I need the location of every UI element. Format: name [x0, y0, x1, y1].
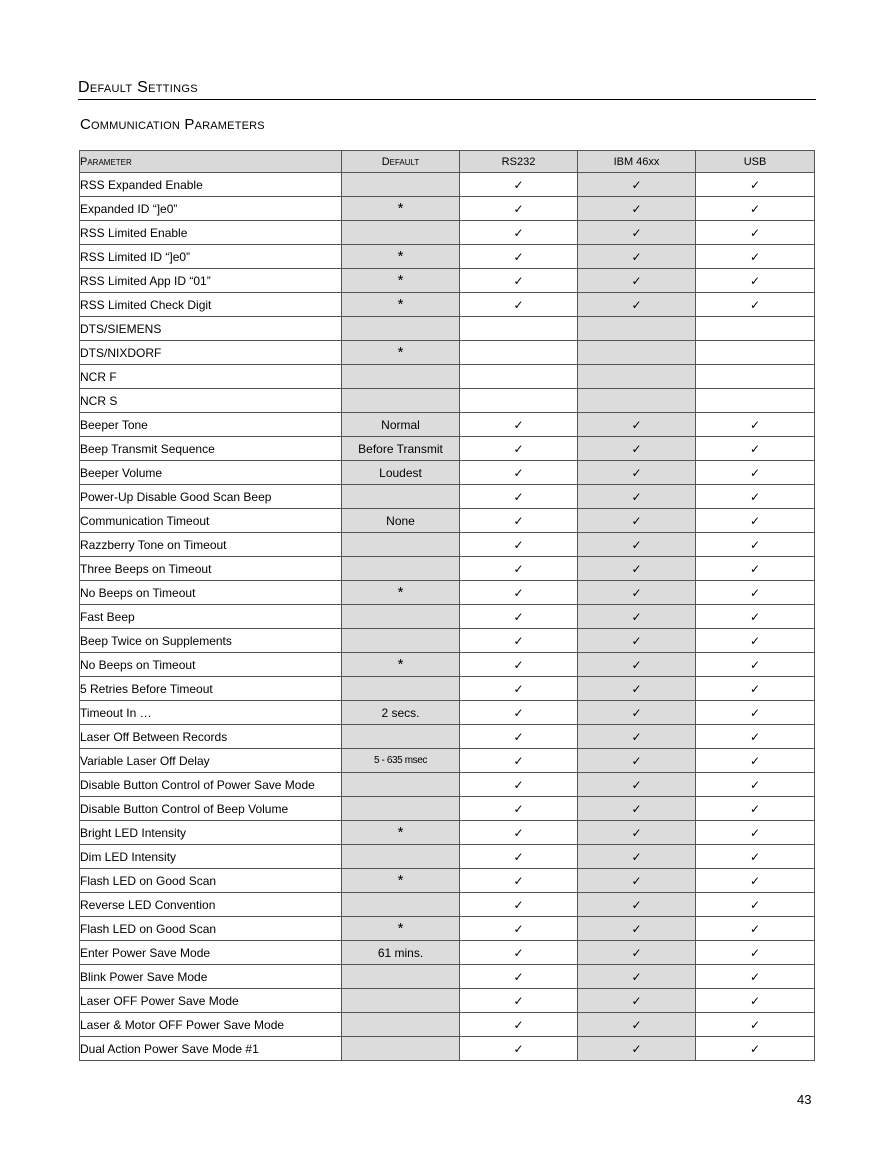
parameter-cell: Laser Off Between Records: [80, 725, 342, 749]
rs232-check-cell: ✓: [460, 509, 578, 533]
ibm46xx-check-cell: ✓: [578, 917, 696, 941]
parameter-cell: Expanded ID “]e0”: [80, 197, 342, 221]
subsection-title: Communication Parameters: [80, 116, 265, 133]
parameter-cell: RSS Limited App ID “01”: [80, 269, 342, 293]
usb-check-cell: [696, 341, 815, 365]
usb-check-cell: ✓: [696, 509, 815, 533]
usb-check-cell: ✓: [696, 629, 815, 653]
usb-check-cell: ✓: [696, 245, 815, 269]
ibm46xx-check-cell: ✓: [578, 245, 696, 269]
table-row: [80, 245, 815, 269]
rs232-check-cell: [460, 389, 578, 413]
default-value-cell: Normal: [342, 413, 460, 437]
ibm46xx-check-cell: ✓: [578, 773, 696, 797]
default-value-cell: *: [342, 869, 460, 893]
ibm46xx-check-cell: ✓: [578, 581, 696, 605]
ibm46xx-check-cell: ✓: [578, 437, 696, 461]
table-row: [80, 365, 815, 389]
table-row: [80, 269, 815, 293]
default-value-cell: Before Transmit: [342, 437, 460, 461]
parameter-cell: RSS Limited ID “]e0”: [80, 245, 342, 269]
rs232-check-cell: ✓: [460, 533, 578, 557]
ibm46xx-check-cell: ✓: [578, 989, 696, 1013]
usb-check-cell: ✓: [696, 701, 815, 725]
table-row: [80, 293, 815, 317]
default-value-cell: [342, 773, 460, 797]
ibm46xx-check-cell: ✓: [578, 893, 696, 917]
table-row: [80, 605, 815, 629]
default-value-cell: [342, 557, 460, 581]
default-value-cell: [342, 605, 460, 629]
rs232-check-cell: ✓: [460, 701, 578, 725]
ibm46xx-check-cell: ✓: [578, 845, 696, 869]
ibm46xx-check-cell: ✓: [578, 653, 696, 677]
ibm46xx-check-cell: ✓: [578, 821, 696, 845]
usb-check-cell: ✓: [696, 941, 815, 965]
rs232-check-cell: ✓: [460, 557, 578, 581]
rs232-check-cell: ✓: [460, 893, 578, 917]
table-row: [80, 629, 815, 653]
ibm46xx-check-cell: ✓: [578, 269, 696, 293]
table-row: [80, 341, 815, 365]
header-default: Default: [342, 151, 460, 173]
parameter-cell: Communication Timeout: [80, 509, 342, 533]
usb-check-cell: [696, 317, 815, 341]
table-row: [80, 509, 815, 533]
usb-check-cell: ✓: [696, 461, 815, 485]
usb-check-cell: ✓: [696, 653, 815, 677]
header-parameter: Parameter: [80, 151, 342, 173]
communication-parameters-table: [79, 150, 815, 1061]
table-row: [80, 893, 815, 917]
parameter-cell: Three Beeps on Timeout: [80, 557, 342, 581]
ibm46xx-check-cell: ✓: [578, 1037, 696, 1061]
default-value-cell: *: [342, 269, 460, 293]
table-row: [80, 533, 815, 557]
rs232-check-cell: ✓: [460, 845, 578, 869]
ibm46xx-check-cell: ✓: [578, 629, 696, 653]
table-row: [80, 1013, 815, 1037]
header-ibm46xx: IBM 46xx: [578, 151, 696, 173]
default-value-cell: [342, 173, 460, 197]
ibm46xx-check-cell: ✓: [578, 677, 696, 701]
rs232-check-cell: ✓: [460, 629, 578, 653]
parameter-cell: DTS/SIEMENS: [80, 317, 342, 341]
rs232-check-cell: ✓: [460, 1013, 578, 1037]
table-row: [80, 845, 815, 869]
rs232-check-cell: ✓: [460, 581, 578, 605]
section-title: Default Settings: [78, 79, 816, 100]
parameter-cell: NCR S: [80, 389, 342, 413]
header-usb: USB: [696, 151, 815, 173]
ibm46xx-check-cell: ✓: [578, 725, 696, 749]
ibm46xx-check-cell: ✓: [578, 197, 696, 221]
parameter-cell: RSS Expanded Enable: [80, 173, 342, 197]
default-value-cell: [342, 965, 460, 989]
table-row: [80, 797, 815, 821]
rs232-check-cell: ✓: [460, 173, 578, 197]
table-row: [80, 701, 815, 725]
ibm46xx-check-cell: [578, 389, 696, 413]
parameter-cell: Flash LED on Good Scan: [80, 917, 342, 941]
parameter-cell: Laser OFF Power Save Mode: [80, 989, 342, 1013]
usb-check-cell: ✓: [696, 725, 815, 749]
parameter-cell: Enter Power Save Mode: [80, 941, 342, 965]
table-row: [80, 557, 815, 581]
default-value-cell: [342, 221, 460, 245]
table-row: [80, 749, 815, 773]
rs232-check-cell: ✓: [460, 653, 578, 677]
usb-check-cell: ✓: [696, 173, 815, 197]
ibm46xx-check-cell: [578, 341, 696, 365]
parameter-cell: Dim LED Intensity: [80, 845, 342, 869]
rs232-check-cell: ✓: [460, 773, 578, 797]
ibm46xx-check-cell: ✓: [578, 965, 696, 989]
table-row: [80, 197, 815, 221]
table-header-row: [80, 151, 815, 173]
rs232-check-cell: [460, 341, 578, 365]
table-row: [80, 581, 815, 605]
usb-check-cell: ✓: [696, 1037, 815, 1061]
usb-check-cell: ✓: [696, 749, 815, 773]
default-value-cell: [342, 989, 460, 1013]
usb-check-cell: ✓: [696, 533, 815, 557]
parameter-cell: 5 Retries Before Timeout: [80, 677, 342, 701]
usb-check-cell: ✓: [696, 557, 815, 581]
parameter-cell: Variable Laser Off Delay: [80, 749, 342, 773]
parameter-cell: Bright LED Intensity: [80, 821, 342, 845]
default-value-cell: *: [342, 653, 460, 677]
rs232-check-cell: ✓: [460, 269, 578, 293]
default-value-cell: *: [342, 197, 460, 221]
ibm46xx-check-cell: ✓: [578, 869, 696, 893]
rs232-check-cell: ✓: [460, 197, 578, 221]
parameter-cell: No Beeps on Timeout: [80, 581, 342, 605]
usb-check-cell: ✓: [696, 1013, 815, 1037]
table-row: [80, 941, 815, 965]
usb-check-cell: [696, 365, 815, 389]
ibm46xx-check-cell: [578, 317, 696, 341]
table-row: [80, 317, 815, 341]
ibm46xx-check-cell: ✓: [578, 221, 696, 245]
rs232-check-cell: ✓: [460, 869, 578, 893]
usb-check-cell: [696, 389, 815, 413]
rs232-check-cell: ✓: [460, 821, 578, 845]
parameter-cell: Dual Action Power Save Mode #1: [80, 1037, 342, 1061]
rs232-check-cell: ✓: [460, 725, 578, 749]
default-value-cell: *: [342, 821, 460, 845]
ibm46xx-check-cell: ✓: [578, 701, 696, 725]
parameter-cell: Disable Button Control of Power Save Mode: [80, 773, 342, 797]
default-value-cell: [342, 389, 460, 413]
table-row: [80, 989, 815, 1013]
usb-check-cell: ✓: [696, 965, 815, 989]
table-row: [80, 917, 815, 941]
usb-check-cell: ✓: [696, 773, 815, 797]
header-rs232: RS232: [460, 151, 578, 173]
default-value-cell: 2 secs.: [342, 701, 460, 725]
usb-check-cell: ✓: [696, 677, 815, 701]
parameter-cell: RSS Limited Check Digit: [80, 293, 342, 317]
parameter-cell: NCR F: [80, 365, 342, 389]
parameter-cell: Beeper Volume: [80, 461, 342, 485]
usb-check-cell: ✓: [696, 221, 815, 245]
default-value-cell: [342, 893, 460, 917]
default-value-cell: [342, 1013, 460, 1037]
default-value-cell: [342, 365, 460, 389]
parameter-cell: Blink Power Save Mode: [80, 965, 342, 989]
default-value-cell: 5 - 635 msec: [342, 749, 460, 773]
ibm46xx-check-cell: ✓: [578, 1013, 696, 1037]
usb-check-cell: ✓: [696, 917, 815, 941]
parameter-cell: Razzberry Tone on Timeout: [80, 533, 342, 557]
ibm46xx-check-cell: ✓: [578, 461, 696, 485]
table-row: [80, 821, 815, 845]
usb-check-cell: ✓: [696, 269, 815, 293]
rs232-check-cell: [460, 365, 578, 389]
table-row: [80, 413, 815, 437]
rs232-check-cell: ✓: [460, 677, 578, 701]
table-row: [80, 173, 815, 197]
ibm46xx-check-cell: ✓: [578, 797, 696, 821]
parameter-cell: Timeout In …: [80, 701, 342, 725]
usb-check-cell: ✓: [696, 581, 815, 605]
usb-check-cell: ✓: [696, 605, 815, 629]
ibm46xx-check-cell: ✓: [578, 173, 696, 197]
default-value-cell: *: [342, 581, 460, 605]
table-row: [80, 389, 815, 413]
default-value-cell: [342, 629, 460, 653]
default-value-cell: Loudest: [342, 461, 460, 485]
table-row: [80, 485, 815, 509]
rs232-check-cell: ✓: [460, 1037, 578, 1061]
table-row: [80, 1037, 815, 1061]
rs232-check-cell: ✓: [460, 461, 578, 485]
usb-check-cell: ✓: [696, 845, 815, 869]
parameter-cell: DTS/NIXDORF: [80, 341, 342, 365]
parameter-cell: Reverse LED Convention: [80, 893, 342, 917]
rs232-check-cell: ✓: [460, 989, 578, 1013]
table-row: [80, 725, 815, 749]
rs232-check-cell: ✓: [460, 917, 578, 941]
table-row: [80, 965, 815, 989]
usb-check-cell: ✓: [696, 485, 815, 509]
default-value-cell: [342, 1037, 460, 1061]
default-value-cell: [342, 725, 460, 749]
rs232-check-cell: ✓: [460, 749, 578, 773]
ibm46xx-check-cell: ✓: [578, 485, 696, 509]
ibm46xx-check-cell: [578, 365, 696, 389]
default-value-cell: *: [342, 917, 460, 941]
table-row: [80, 653, 815, 677]
default-value-cell: [342, 845, 460, 869]
default-value-cell: *: [342, 293, 460, 317]
rs232-check-cell: ✓: [460, 797, 578, 821]
usb-check-cell: ✓: [696, 893, 815, 917]
ibm46xx-check-cell: ✓: [578, 941, 696, 965]
parameter-cell: Power-Up Disable Good Scan Beep: [80, 485, 342, 509]
ibm46xx-check-cell: ✓: [578, 293, 696, 317]
ibm46xx-check-cell: ✓: [578, 533, 696, 557]
ibm46xx-check-cell: ✓: [578, 605, 696, 629]
table-row: [80, 221, 815, 245]
rs232-check-cell: [460, 317, 578, 341]
rs232-check-cell: ✓: [460, 293, 578, 317]
rs232-check-cell: ✓: [460, 485, 578, 509]
rs232-check-cell: ✓: [460, 221, 578, 245]
default-value-cell: 61 mins.: [342, 941, 460, 965]
parameter-cell: Fast Beep: [80, 605, 342, 629]
usb-check-cell: ✓: [696, 821, 815, 845]
table-row: [80, 461, 815, 485]
rs232-check-cell: ✓: [460, 965, 578, 989]
default-value-cell: *: [342, 341, 460, 365]
rs232-check-cell: ✓: [460, 941, 578, 965]
default-value-cell: None: [342, 509, 460, 533]
table-row: [80, 677, 815, 701]
parameter-cell: Flash LED on Good Scan: [80, 869, 342, 893]
usb-check-cell: ✓: [696, 437, 815, 461]
parameter-cell: Beep Twice on Supplements: [80, 629, 342, 653]
rs232-check-cell: ✓: [460, 245, 578, 269]
ibm46xx-check-cell: ✓: [578, 509, 696, 533]
default-value-cell: [342, 485, 460, 509]
page-number: 43: [797, 1092, 812, 1107]
rs232-check-cell: ✓: [460, 437, 578, 461]
default-value-cell: *: [342, 245, 460, 269]
rs232-check-cell: ✓: [460, 413, 578, 437]
parameter-cell: Beeper Tone: [80, 413, 342, 437]
default-value-cell: [342, 533, 460, 557]
default-value-cell: [342, 677, 460, 701]
usb-check-cell: ✓: [696, 869, 815, 893]
ibm46xx-check-cell: ✓: [578, 557, 696, 581]
ibm46xx-check-cell: ✓: [578, 413, 696, 437]
usb-check-cell: ✓: [696, 413, 815, 437]
usb-check-cell: ✓: [696, 197, 815, 221]
parameter-cell: Beep Transmit Sequence: [80, 437, 342, 461]
table-row: [80, 773, 815, 797]
usb-check-cell: ✓: [696, 989, 815, 1013]
usb-check-cell: ✓: [696, 797, 815, 821]
parameter-cell: RSS Limited Enable: [80, 221, 342, 245]
usb-check-cell: ✓: [696, 293, 815, 317]
ibm46xx-check-cell: ✓: [578, 749, 696, 773]
table-row: [80, 437, 815, 461]
default-value-cell: [342, 317, 460, 341]
parameter-cell: Laser & Motor OFF Power Save Mode: [80, 1013, 342, 1037]
parameter-cell: Disable Button Control of Beep Volume: [80, 797, 342, 821]
rs232-check-cell: ✓: [460, 605, 578, 629]
default-value-cell: [342, 797, 460, 821]
parameter-cell: No Beeps on Timeout: [80, 653, 342, 677]
table-row: [80, 869, 815, 893]
